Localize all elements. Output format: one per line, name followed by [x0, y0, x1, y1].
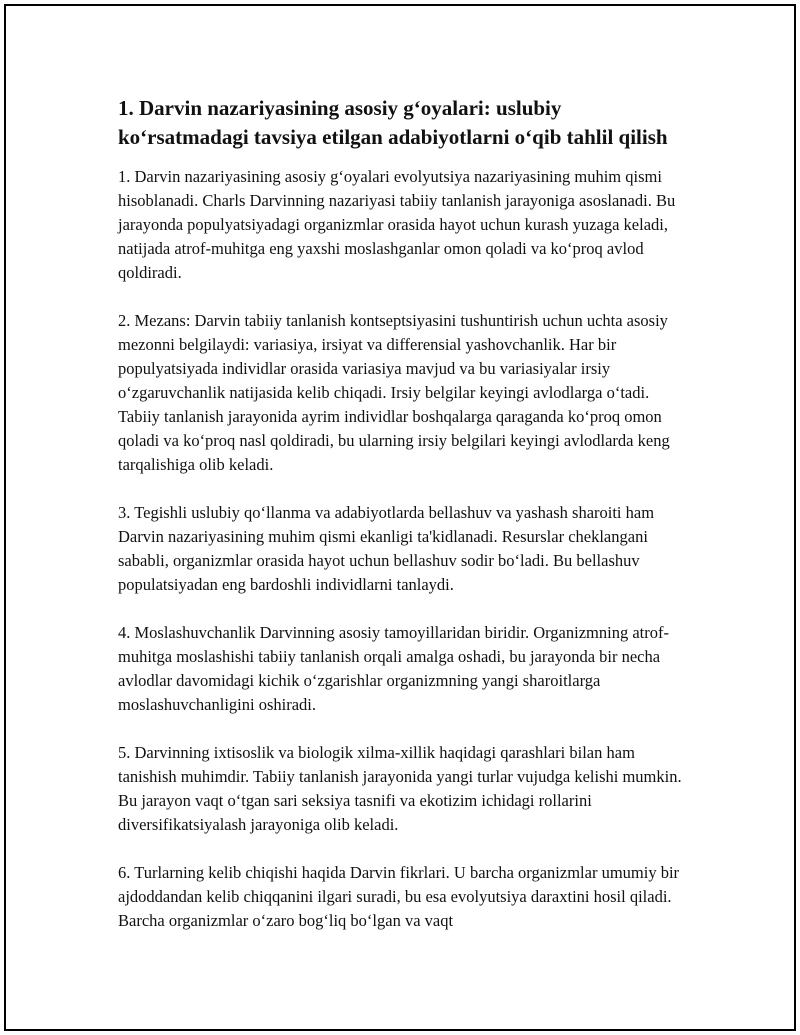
document-body — [118, 94, 688, 957]
paragraph-5: 5. Darvinning ixtisoslik va biologik xilma-xillik haqidagi qarashlari bilan ham tanishish muhimdir. Tabiiy tanlanish jarayonida yangi turlar vujudga kelishi mumkin. Bu jarayon vaqt o‘tgan sari seksiya tasnifi va ekotizim ichidagi rollarini diversifikatsiyalash jarayoniga olib keladi. — [118, 743, 682, 834]
paragraph-2: 2. Mezans: Darvin tabiiy tanlanish kontseptsiyasini tushuntirish uchun uchta asosiy mezonni belgilaydi: variasiya, irsiyat va differensial yashovchanlik. Har bir populyatsiyada individlar orasida variasiya mavjud va bu variasiyalar irsiy o‘zgaruvchanlik natijasida kelib chiqadi. Irsiy belgilar keyingi avlodlarga o‘tadi. Tabiiy tanlanish jarayonida ayrim individlar boshqalarga qaraganda ko‘proq omon qoladi va ko‘proq nasl qoldiradi, bu ularning irsiy belgilari keyingi avlodlarda keng tarqalishiga olib keladi. — [118, 311, 670, 474]
paragraph-1: 1. Darvin nazariyasining asosiy g‘oyalari evolyutsiya nazariyasining muhim qismi hisoblanadi. Charls Darvinning nazariyasi tabiiy tanlanish jarayoniga asoslanadi. Bu jarayonda populyatsiyadagi organizmlar orasida hayot uchun kurash yuzaga keladi, natijada atrof-muhitga eng yaxshi moslashganlar omon qoladi va ko‘proq avlod qoldiradi. — [118, 167, 676, 282]
paragraph-4: 4. Moslashuvchanlik Darvinning asosiy tamoyillaridan biridir. Organizmning atrof-muhitga moslashishi tabiiy tanlanish orqali amalga oshadi, bu jarayonda bir necha avlodlar davomidagi kichik o‘zgarishlar organizmning yangi sharoitlarga moslashuvchanligini oshiradi. — [118, 623, 669, 714]
document-title: 1. Darvin nazariyasining asosiy g‘oyalari: uslubiy ko‘rsatmadagi tavsiya etilgan adabiyotlarni o‘qib tahlil qilish — [118, 96, 668, 149]
paragraph-6: 6. Turlarning kelib chiqishi haqida Darvin fikrlari. U barcha organizmlar umumiy bir ajdoddandan kelib chiqqanini ilgari suradi, bu esa evolyutsiya daraxtini hosil qiladi. Barcha organizmlar o‘zaro bog‘liq bo‘lgan va vaqt — [118, 863, 680, 930]
paragraph-3: 3. Tegishli uslubiy qo‘llanma va adabiyotlarda bellashuv va yashash sharoiti ham Darvin nazariyasining muhim qismi ekanligi ta'kidlanadi. Resurslar cheklangani sababli, organizmlar orasida hayot uchun bellashuv sodir bo‘ladi. Bu bellashuv populatsiyadan eng bardoshli individlarni tanlaydi. — [118, 503, 655, 594]
